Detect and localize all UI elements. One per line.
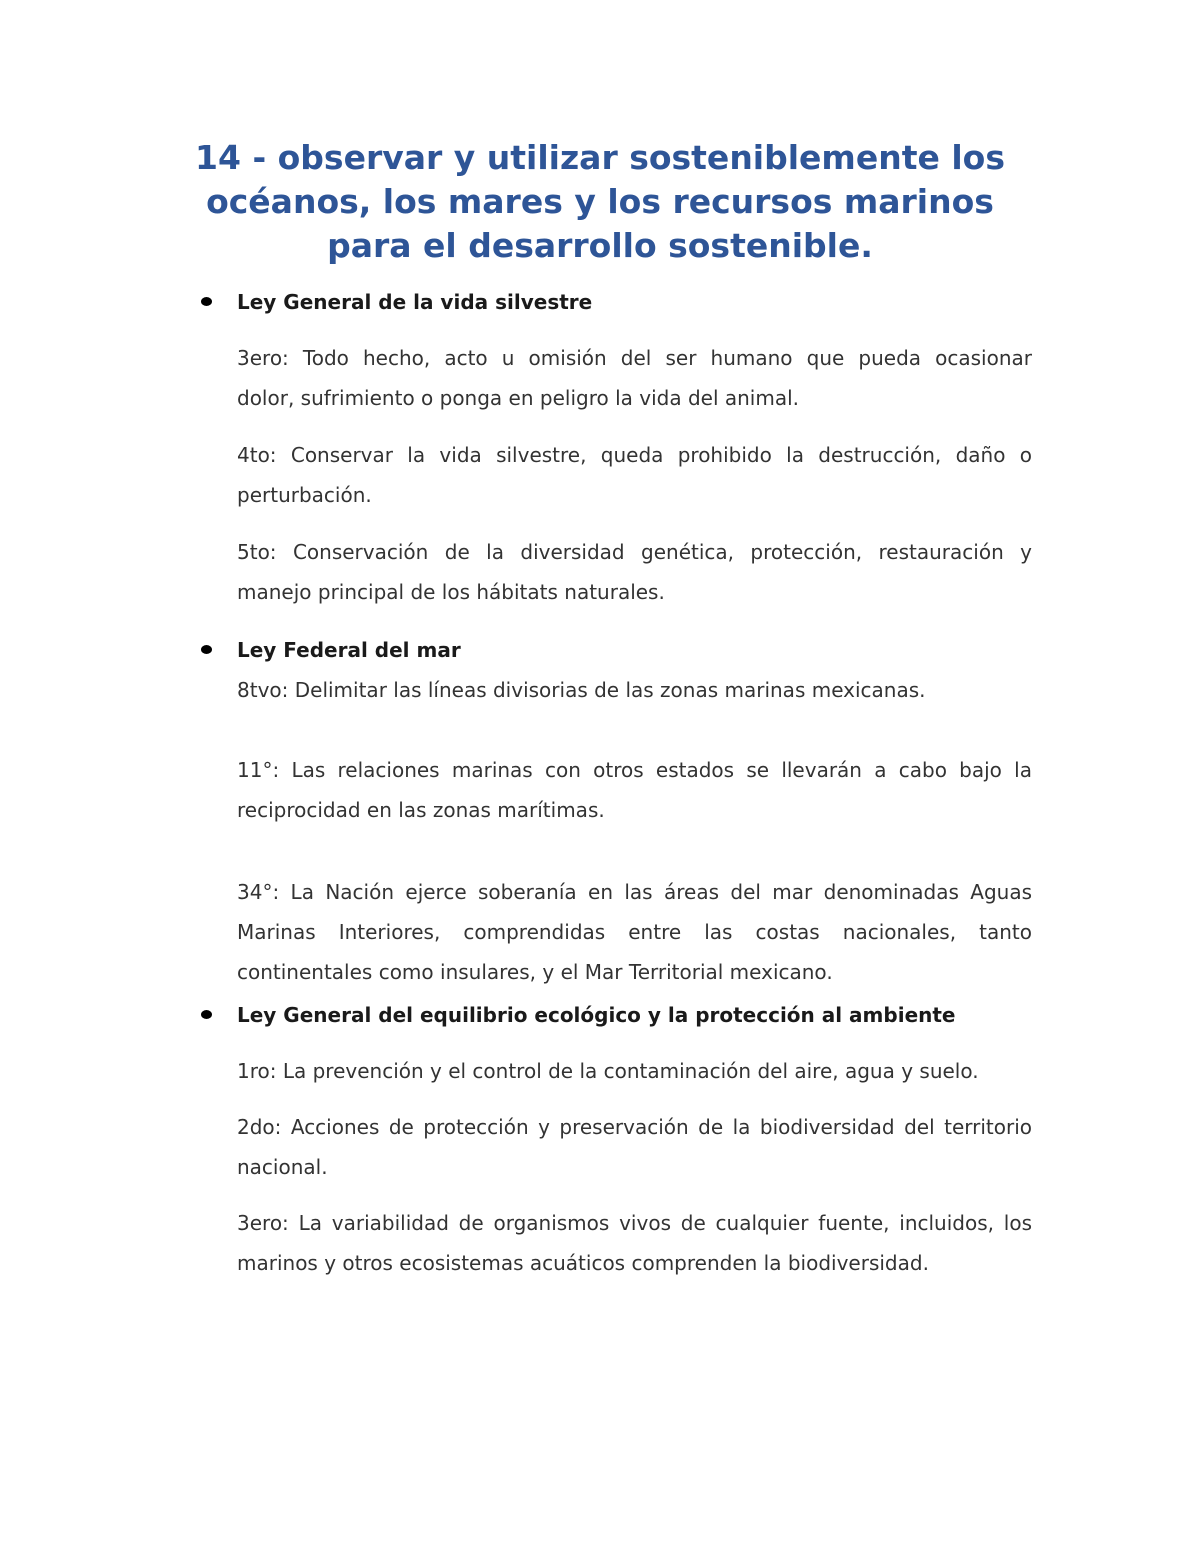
paragraph-line: perturbación.: [237, 483, 372, 507]
paragraph-line: reciprocidad en las zonas marítimas.: [237, 798, 605, 822]
paragraph-line: 8tvo: Delimitar las líneas divisorias de las zonas marinas mexicanas.: [237, 678, 926, 702]
bullet-icon: [201, 1010, 212, 1019]
paragraph-line: 11°: Las relaciones marinas con otros estados se llevarán a cabo bajo la: [237, 758, 1032, 782]
section-heading: Ley General de la vida silvestre: [237, 290, 593, 314]
section-heading: Ley General del equilibrio ecológico y la protección al ambiente: [237, 1003, 956, 1027]
paragraph-line: dolor, sufrimiento o ponga en peligro la vida del animal.: [237, 386, 799, 410]
article-paragraph: [237, 872, 1032, 992]
bullet-icon: [201, 297, 212, 306]
title-line: para el desarrollo sostenible.: [327, 226, 873, 265]
article-paragraph: [237, 1203, 1032, 1283]
paragraph-line: 3ero: Todo hecho, acto u omisión del ser humano que pueda ocasionar: [237, 346, 1032, 370]
paragraph-line: 3ero: La variabilidad de organismos vivos de cualquier fuente, incluidos, los: [237, 1211, 1032, 1235]
bullet-icon: [201, 645, 212, 654]
section-heading: Ley Federal del mar: [237, 638, 461, 662]
article-paragraph: [237, 532, 1032, 612]
section-heading-row: [0, 1001, 1200, 1031]
title-line: océanos, los mares y los recursos marinos: [206, 182, 994, 221]
paragraph-line: marinos y otros ecosistemas acuáticos comprenden la biodiversidad.: [237, 1251, 929, 1275]
article-paragraph: [237, 750, 1032, 830]
title-line: 14 - observar y utilizar sosteniblemente los: [195, 138, 1005, 177]
paragraph-line: 1ro: La prevención y el control de la contaminación del aire, agua y suelo.: [237, 1059, 979, 1083]
article-paragraph: [237, 1107, 1032, 1187]
paragraph-line: 34°: La Nación ejerce soberanía en las áreas del mar denominadas Aguas: [237, 880, 1032, 904]
paragraph-line: 2do: Acciones de protección y preservación de la biodiversidad del territorio: [237, 1115, 1032, 1139]
paragraph-line: 5to: Conservación de la diversidad genética, protección, restauración y: [237, 540, 1032, 564]
paragraph-line: Marinas Interiores, comprendidas entre las costas nacionales, tanto: [237, 920, 1032, 944]
paragraph-line: 4to: Conservar la vida silvestre, queda prohibido la destrucción, daño o: [237, 443, 1032, 467]
paragraph-line: nacional.: [237, 1155, 328, 1179]
paragraph-line: continentales como insulares, y el Mar Territorial mexicano.: [237, 960, 833, 984]
section-heading-row: [0, 288, 1200, 318]
article-paragraph: [237, 435, 1032, 515]
paragraph-line: manejo principal de los hábitats naturales.: [237, 580, 665, 604]
section-heading-row: [0, 636, 1200, 666]
article-paragraph: [237, 338, 1032, 418]
document-title: [150, 136, 1050, 268]
article-paragraph: [237, 670, 1032, 710]
article-paragraph: [237, 1051, 1032, 1091]
